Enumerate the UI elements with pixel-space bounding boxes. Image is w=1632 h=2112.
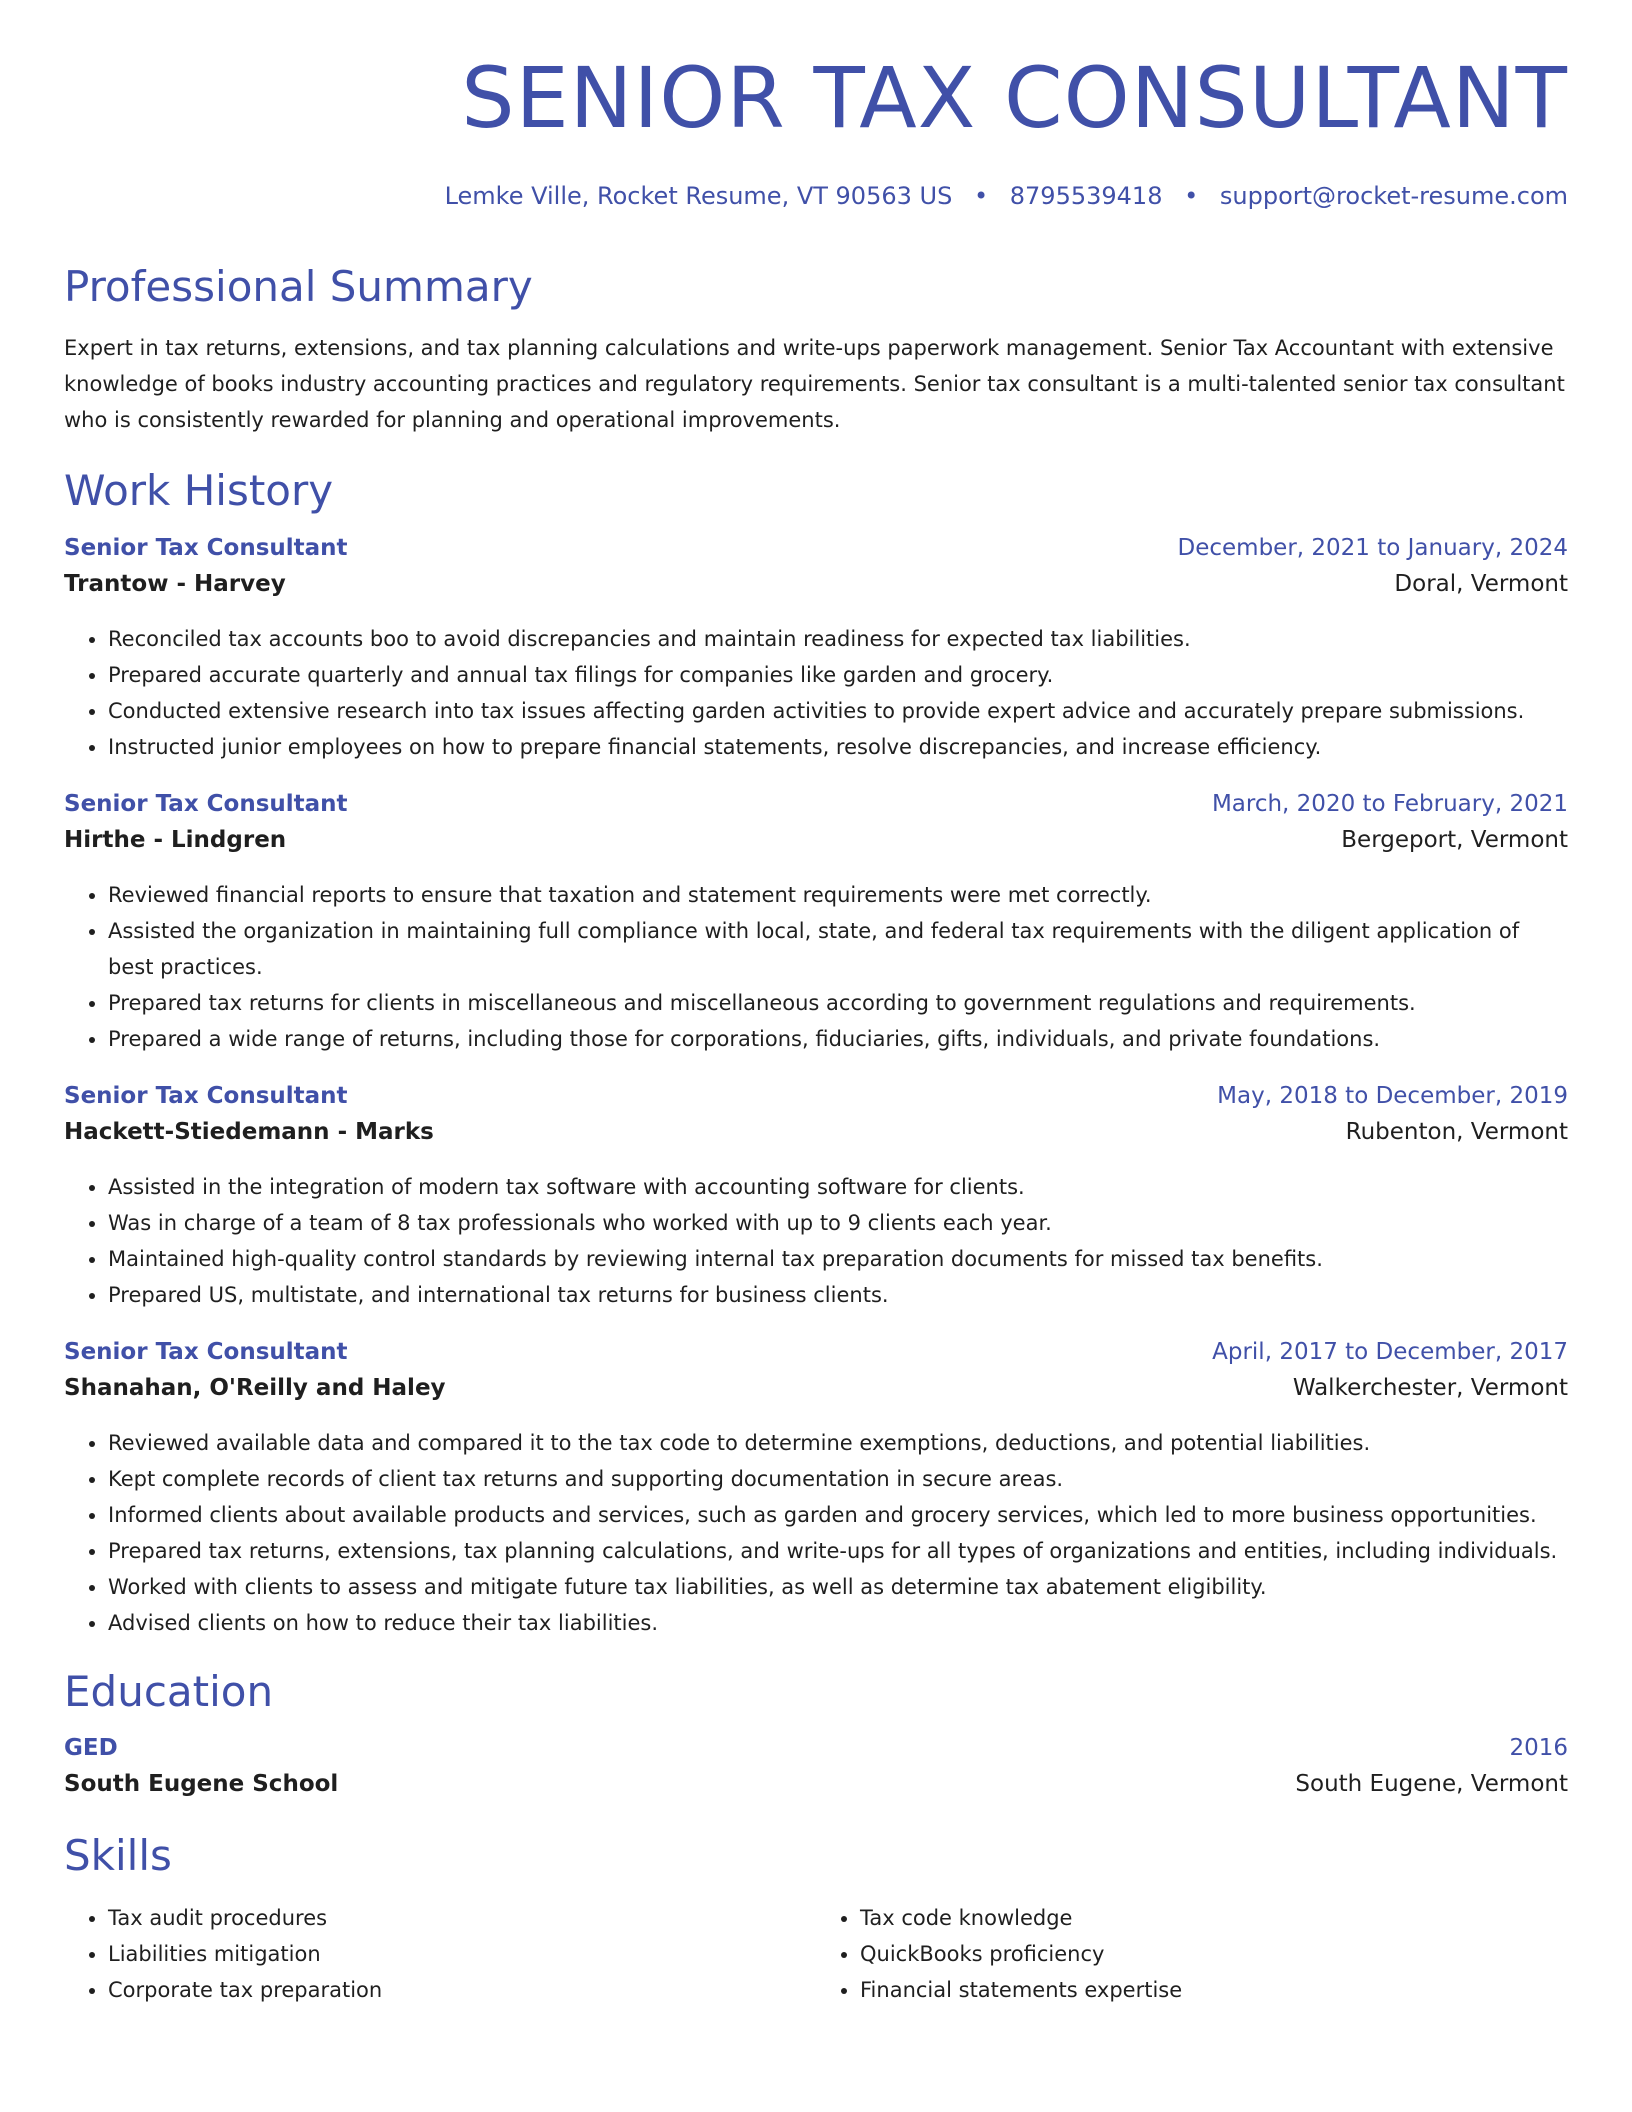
work-history-section: [64, 466, 1568, 1640]
job-bullet: • Reviewed financial reports to ensure that taxation and statement requirements were met correctly.: [108, 877, 1568, 913]
education-heading: Education: [64, 1666, 274, 1716]
job-dates: April, 2017 to December, 2017: [1212, 1338, 1568, 1365]
job-entry: [64, 535, 1568, 765]
contact-phone: 8795539418: [1009, 182, 1163, 210]
job-entry: [64, 791, 1568, 1057]
job-location: Rubenton, Vermont: [1345, 1118, 1568, 1145]
skills-section: [64, 1831, 1568, 2007]
contact-address: Lemke Ville, Rocket Resume, VT 90563 US: [444, 182, 953, 210]
separator-dot: •: [1184, 182, 1199, 210]
job-title: Senior Tax Consultant: [64, 1082, 348, 1109]
work-history-heading: Work History: [64, 466, 334, 516]
summary-heading: Professional Summary: [64, 262, 533, 311]
job-bullet: • Kept complete records of client tax returns and supporting documentation in secure areas.: [108, 1461, 1568, 1497]
job-title: Senior Tax Consultant: [64, 790, 348, 817]
job-bullet: • Reconciled tax accounts boo to avoid discrepancies and maintain readiness for expected tax liabilities.: [108, 621, 1568, 657]
job-company: Shanahan, O'Reilly and Haley: [64, 1374, 446, 1401]
job-location: Bergeport, Vermont: [1341, 826, 1568, 853]
job-bullet: • Maintained high-quality control standards by reviewing internal tax preparation documents for missed tax benefits.: [108, 1241, 1568, 1277]
job-title: Senior Tax Consultant: [64, 1338, 348, 1365]
job-company: Hackett-Stiedemann - Marks: [64, 1118, 434, 1145]
skill-item: • Tax audit procedures: [108, 1900, 816, 1936]
skills-list-right: [816, 1900, 1568, 2008]
job-bullet: • Instructed junior employees on how to prepare financial statements, resolve discrepancies, and increase efficiency.: [108, 729, 1568, 765]
job-bullet: • Prepared US, multistate, and international tax returns for business clients.: [108, 1277, 1568, 1313]
resume-content: [64, 262, 1568, 2008]
summary-section: [64, 262, 1568, 438]
job-bullet: • Was in charge of a team of 8 tax professionals who worked with up to 9 clients each year.: [108, 1205, 1568, 1241]
skills-list-left: [64, 1900, 816, 2008]
summary-text: Expert in tax returns, extensions, and tax planning calculations and write-ups paperwork management. Senior Tax Accountant with extensive knowledge of books industry accounting practices and regulatory requirements. Senior tax consultant is a multi-talented senior tax consultant who is consistently rewarded for planning and operational improvements.: [64, 336, 1565, 433]
job-title: Senior Tax Consultant: [64, 534, 348, 561]
skill-item: • QuickBooks proficiency: [860, 1936, 1568, 1972]
job-bullet: • Assisted the organization in maintaining full compliance with local, state, and federal tax requirements with the diligent application of best practices.: [108, 913, 1568, 985]
contact-line: [445, 182, 1568, 210]
separator-dot: •: [973, 182, 989, 210]
job-bullets: [64, 1169, 1568, 1313]
job-dates: December, 2021 to January, 2024: [1177, 534, 1568, 561]
job-location: Walkerchester, Vermont: [1292, 1374, 1568, 1401]
skill-item: • Corporate tax preparation: [108, 1972, 816, 2008]
job-company: Trantow - Harvey: [64, 570, 286, 597]
skill-item: • Financial statements expertise: [860, 1972, 1568, 2008]
job-bullet: • Prepared tax returns, extensions, tax planning calculations, and write-ups for all types of organizations and entities, including individuals.: [108, 1533, 1568, 1569]
job-bullets: [64, 621, 1568, 765]
education-year: 2016: [1509, 1735, 1568, 1762]
education-location: South Eugene, Vermont: [1295, 1771, 1568, 1798]
contact-email: support@rocket-resume.com: [1219, 182, 1568, 210]
job-dates: March, 2020 to February, 2021: [1211, 790, 1568, 817]
skills-columns: [64, 1900, 1568, 2008]
job-bullet: • Conducted extensive research into tax issues affecting garden activities to provide expert advice and accurately prepare submissions.: [108, 693, 1568, 729]
job-bullet: • Advised clients on how to reduce their tax liabilities.: [108, 1605, 1568, 1641]
skill-item: • Tax code knowledge: [860, 1900, 1568, 1936]
job-bullet: • Worked with clients to assess and mitigate future tax liabilities, as well as determine tax abatement eligibility.: [108, 1569, 1568, 1605]
job-company: Hirthe - Lindgren: [64, 826, 287, 853]
job-entry: [64, 1083, 1568, 1313]
job-bullets: [64, 877, 1568, 1057]
job-bullet: • Prepared tax returns for clients in miscellaneous and miscellaneous according to government regulations and requirements.: [108, 985, 1568, 1021]
resume-title: SENIOR TAX CONSULTANT: [461, 49, 1568, 147]
education-section: [64, 1667, 1568, 1811]
education-school: South Eugene School: [64, 1771, 339, 1798]
skills-heading: Skills: [64, 1831, 172, 1881]
job-list: [64, 535, 1568, 1641]
job-bullet: • Informed clients about available products and services, such as garden and grocery services, which led to more business opportunities.: [108, 1497, 1568, 1533]
job-entry: [64, 1339, 1568, 1641]
job-bullet: • Prepared a wide range of returns, including those for corporations, fiduciaries, gifts, individuals, and private foundations.: [108, 1021, 1568, 1057]
job-bullet: • Assisted in the integration of modern tax software with accounting software for clients.: [108, 1169, 1568, 1205]
job-location: Doral, Vermont: [1394, 570, 1568, 597]
job-bullet: • Reviewed available data and compared it to the tax code to determine exemptions, deductions, and potential liabilities.: [108, 1425, 1568, 1461]
job-bullets: [64, 1425, 1568, 1641]
job-dates: May, 2018 to December, 2019: [1217, 1082, 1568, 1109]
skill-item: • Liabilities mitigation: [108, 1936, 816, 1972]
education-entry: [64, 1735, 1568, 1811]
job-bullet: • Prepared accurate quarterly and annual tax filings for companies like garden and grocery.: [108, 657, 1568, 693]
education-degree: GED: [64, 1735, 118, 1762]
